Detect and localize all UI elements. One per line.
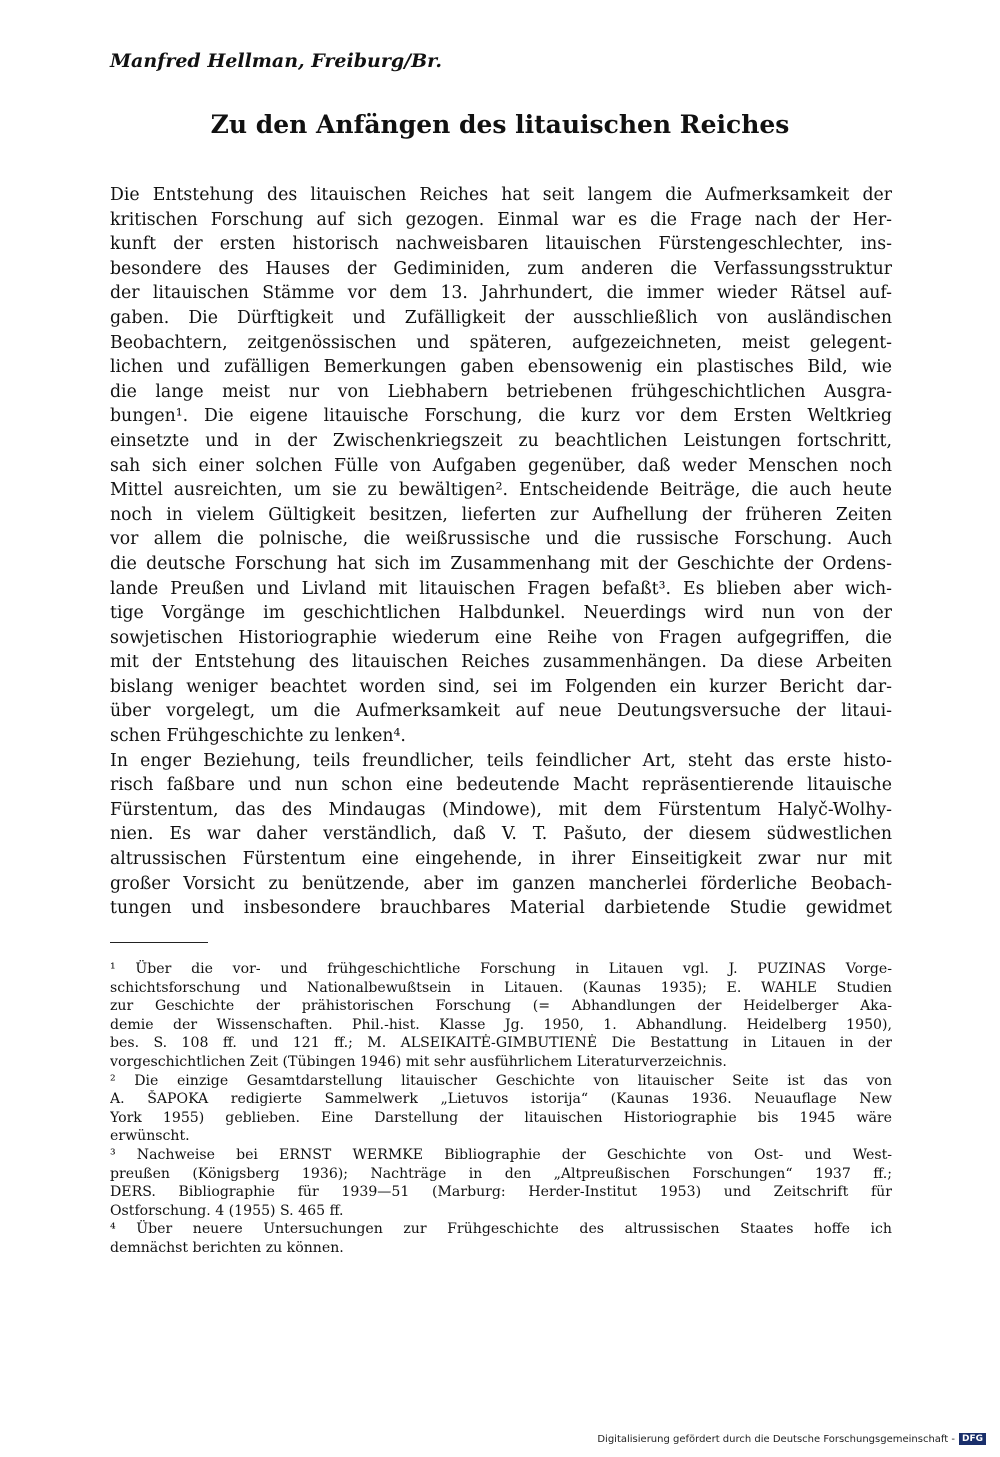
body-line: tungen und insbesondere brauchbares Material darbietende Studie gewidmet	[110, 898, 892, 919]
article-title: Zu den Anfängen des litauischen Reiches	[210, 110, 790, 139]
body-line: sowjetischen Historiographie wiederum eine Reihe von Fragen aufgegriffen, die	[110, 627, 892, 648]
body-line: Mittel ausreichten, um sie zu bewältigen². Entscheidende Beiträge, die auch heute	[110, 480, 892, 501]
footnote-line: demnächst berichten zu können.	[110, 1239, 344, 1256]
footnotes	[110, 960, 892, 1258]
body-line: lande Preußen und Livland mit litauischen Fragen befaßt³. Es blieben aber wich-	[110, 578, 892, 599]
footnote-line: DERS. Bibliographie für 1939—51 (Marburg: Herder-Institut 1953) und Zeitschrift für	[110, 1184, 892, 1201]
dfg-logo: DFG	[959, 1433, 986, 1445]
body-line: schen Frühgeschichte zu lenken⁴.	[110, 726, 406, 747]
body-line: kritischen Forschung auf sich gezogen. Einmal war es die Frage nach der Her-	[110, 209, 892, 230]
author-line: Manfred Hellman, Freiburg/Br.	[110, 50, 443, 72]
body-line: risch faßbare und nun schon eine bedeutende Macht repräsentierende litauische	[110, 775, 892, 796]
footnote-line: schichtsforschung und Nationalbewußtsein in Litauen. (Kaunas 1935); E. WAHLE Studien	[110, 979, 892, 996]
body-line: tige Vorgänge im geschichtlichen Halbdunkel. Neuerdings wird nun von der	[110, 603, 892, 624]
body-line: die lange meist nur von Liebhabern betriebenen frühgeschichtlichen Ausgra-	[110, 381, 892, 402]
footnote-line: ³ Nachweise bei ERNST WERMKE Bibliographie der Geschichte von Ost- und West-	[110, 1146, 892, 1163]
body-line: bislang weniger beachtet worden sind, sei im Folgenden ein kurzer Bericht dar-	[110, 676, 892, 697]
footnote-line: preußen (Königsberg 1936); Nachträge in den „Altpreußischen Forschungen“ 1937 ff.;	[110, 1165, 892, 1182]
body-line: großer Vorsicht zu benützende, aber im ganzen mancherlei förderliche Beobach-	[110, 873, 892, 894]
body-line: Fürstentum, das des Mindaugas (Mindowe), mit dem Fürstentum Halyč-Wolhy-	[110, 799, 892, 820]
body-line: noch in vielem Gültigkeit besitzen, lieferten zur Aufhellung der früheren Zeiten	[110, 504, 892, 525]
digitization-credit	[597, 1433, 986, 1445]
footnote-line: zur Geschichte der prähistorischen Forschung (= Abhandlungen der Heidelberger Aka-	[110, 998, 892, 1015]
body-line: besondere des Hauses der Gediminiden, zum anderen die Verfassungsstruktur	[110, 258, 892, 279]
body-text	[110, 183, 892, 921]
body-line: Beobachtern, zeitgenössischen und späteren, aufgezeichneten, meist gelegent-	[110, 332, 892, 353]
body-line: einsetzte und in der Zwischenkriegszeit zu beachtlichen Leistungen fortschritt,	[110, 430, 892, 451]
footnote-line: demie der Wissenschaften. Phil.-hist. Klasse Jg. 1950, 1. Abhandlung. Heidelberg 1950),	[110, 1016, 892, 1033]
credit-text: Digitalisierung gefördert durch die Deutsche Forschungsgemeinschaft -	[597, 1433, 955, 1445]
body-line: nien. Es war daher verständlich, daß V. T. Pašuto, der diesem südwestlichen	[110, 824, 892, 845]
footnote-line: erwünscht.	[110, 1128, 190, 1145]
body-line: lichen und zufälligen Bemerkungen gaben ebensowenig ein plastisches Bild, wie	[110, 357, 892, 378]
footnote-line: vorgeschichtlichen Zeit (Tübingen 1946) mit sehr ausführlichem Literaturverzeichnis.	[110, 1053, 727, 1070]
footnote-divider	[110, 942, 208, 943]
body-line: kunft der ersten historisch nachweisbaren litauischen Fürstengeschlechter, ins-	[110, 234, 892, 255]
footnote-line: York 1955) geblieben. Eine Darstellung der litauischen Historiographie bis 1945 wäre	[110, 1109, 892, 1126]
footnote-line: ¹ Über die vor- und frühgeschichtliche Forschung in Litauen vgl. J. PUZINAS Vorge-	[110, 961, 892, 977]
body-line: sah sich einer solchen Fülle von Aufgaben gegenüber, daß weder Menschen noch	[110, 455, 892, 476]
body-line: In enger Beziehung, teils freundlicher, teils feindlicher Art, steht das erste histo-	[110, 750, 892, 771]
body-line: vor allem die polnische, die weißrussische und die russische Forschung. Auch	[110, 529, 892, 550]
body-line: die deutsche Forschung hat sich im Zusammenhang mit der Geschichte der Ordens-	[110, 553, 892, 574]
body-line: altrussischen Fürstentum eine eingehende, in ihrer Einseitigkeit zwar nur mit	[110, 849, 892, 870]
body-line: der litauischen Stämme vor dem 13. Jahrhundert, die immer wieder Rätsel auf-	[110, 283, 892, 304]
footnote-line: Ostforschung. 4 (1955) S. 465 ff.	[110, 1202, 344, 1219]
footnote-line: ⁴ Über neuere Untersuchungen zur Frühgeschichte des altrussischen Staates hoffe ich	[110, 1221, 892, 1238]
footnote-line: A. ŠAPOKA redigierte Sammelwerk „Lietuvos istorija“ (Kaunas 1936. Neuauflage New	[110, 1091, 892, 1108]
body-line: bungen¹. Die eigene litauische Forschung, die kurz vor dem Ersten Weltkrieg	[110, 406, 892, 427]
body-line: mit der Entstehung des litauischen Reiches zusammenhängen. Da diese Arbeiten	[110, 652, 892, 673]
footnote-line: bes. S. 108 ff. und 121 ff.; M. ALSEIKAITĖ-GIMBUTIENĖ Die Bestattung in Litauen in der	[110, 1035, 892, 1052]
body-line: gaben. Die Dürftigkeit und Zufälligkeit der ausschließlich von ausländischen	[110, 307, 892, 328]
body-line: Die Entstehung des litauischen Reiches hat seit langem die Aufmerksamkeit der	[110, 185, 892, 205]
footnote-line: ² Die einzige Gesamtdarstellung litauischer Geschichte von litauischer Seite ist das von	[110, 1072, 892, 1089]
body-line: über vorgelegt, um die Aufmerksamkeit auf neue Deutungsversuche der litaui-	[110, 701, 892, 722]
